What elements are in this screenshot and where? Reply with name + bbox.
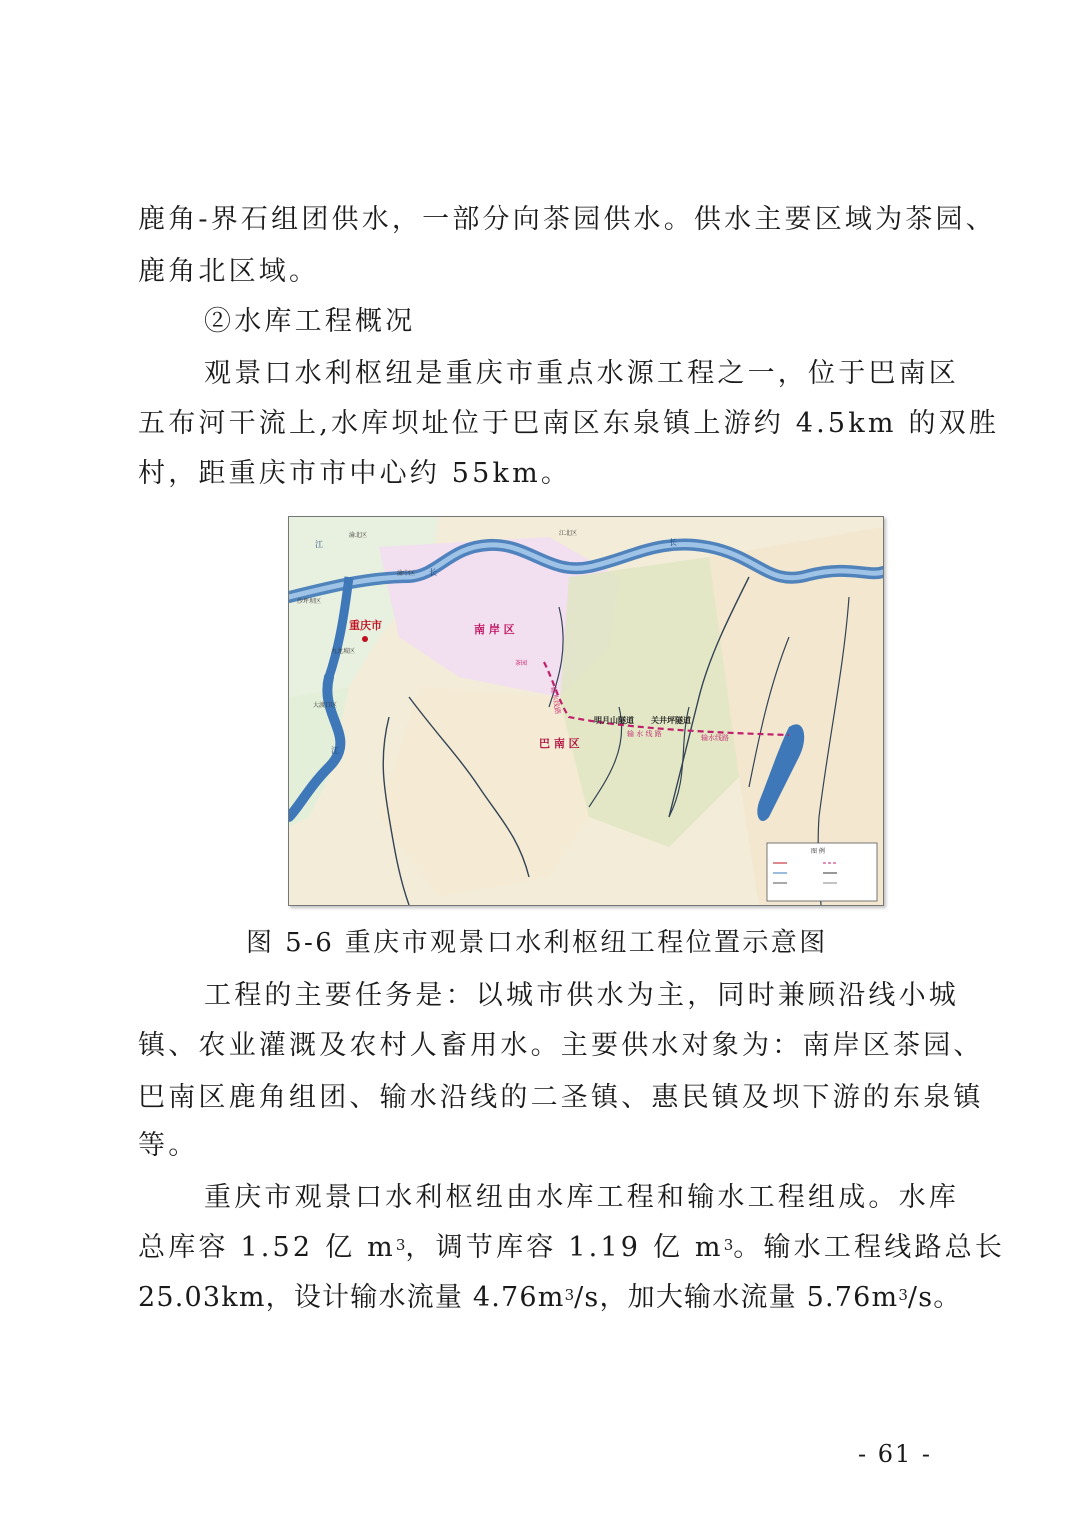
text-segment: /s，加大输水流量 5.76m bbox=[574, 1282, 899, 1313]
location-map bbox=[288, 516, 884, 906]
text-line: 镇、农业灌溉及农村人畜用水。主要供水对象为：南岸区茶园、 bbox=[138, 1030, 984, 1061]
map-legend-title: 图 例 bbox=[811, 848, 825, 855]
map-river-char: 长 bbox=[429, 568, 437, 577]
map-label-chayuan: 茶园 bbox=[515, 660, 528, 667]
map-river-char: 长 bbox=[669, 538, 677, 547]
map-river-char: 江 bbox=[331, 746, 339, 755]
text-segment: ，调节库容 1.19 亿 m bbox=[405, 1232, 724, 1263]
map-river-char: 江 bbox=[315, 540, 323, 549]
page-number: - 61 - bbox=[858, 1440, 933, 1468]
text-line: 等。 bbox=[138, 1130, 199, 1161]
superscript: 3 bbox=[395, 1236, 406, 1254]
map-label-line3: 输水线路 bbox=[549, 685, 562, 715]
map-label-tunnel1: 明月山隧道 bbox=[594, 716, 634, 725]
text-line bbox=[138, 1230, 1005, 1266]
map-svg bbox=[289, 517, 883, 905]
map-label-yubei: 渝北区 bbox=[349, 532, 368, 539]
text-line: 重庆市观景口水利枢纽由水库工程和输水工程组成。水库 bbox=[204, 1182, 959, 1213]
text-line: 村，距重庆市市中心约 55km。 bbox=[138, 458, 572, 489]
figure-caption: 图 5-6 重庆市观景口水利枢纽工程位置示意图 bbox=[246, 928, 828, 958]
text-segment: 总库容 1.52 亿 m bbox=[138, 1232, 396, 1263]
text-line: 工程的主要任务是：以城市供水为主，同时兼顾沿线小城 bbox=[204, 980, 959, 1011]
map-label-jiangbei: 江北区 bbox=[559, 530, 578, 537]
map-label-dadukou: 大渡口区 bbox=[313, 702, 338, 709]
text-segment: 。输水工程线路总长 bbox=[733, 1232, 1006, 1263]
text-segment: /s。 bbox=[907, 1282, 962, 1313]
map-label-nanan: 南 岸 区 bbox=[474, 623, 515, 636]
text-line: 鹿角北区域。 bbox=[138, 256, 320, 287]
superscript: 3 bbox=[898, 1286, 908, 1304]
text-segment: 25.03km，设计输水流量 4.76m bbox=[138, 1282, 565, 1313]
map-label-banan: 巴 南 区 bbox=[539, 737, 580, 750]
text-line bbox=[138, 1280, 961, 1316]
superscript: 3 bbox=[564, 1286, 575, 1304]
map-label-jiulongpo: 九龙坡区 bbox=[331, 648, 356, 655]
map-label-line2: 输水线路 bbox=[701, 734, 729, 742]
section-heading: ②水库工程概况 bbox=[204, 306, 416, 337]
map-label-shapingba: 沙坪坝区 bbox=[297, 598, 322, 605]
text-line: 巴南区鹿角组团、输水沿线的二圣镇、惠民镇及坝下游的东泉镇 bbox=[138, 1082, 984, 1113]
text-line: 五布河干流上,水库坝址位于巴南区东泉镇上游约 4.5km 的双胜 bbox=[138, 408, 1000, 439]
map-label-tunnel2: 关井坪隧道 bbox=[651, 716, 691, 725]
map-label-yuzhong: 渝中区 bbox=[397, 570, 416, 577]
superscript: 3 bbox=[723, 1236, 734, 1254]
map-label-city: 重庆市 bbox=[349, 619, 382, 632]
map-label-line1: 输 水 线 路 bbox=[627, 730, 662, 738]
text-line: 观景口水利枢纽是重庆市重点水源工程之一，位于巴南区 bbox=[204, 358, 959, 389]
text-line: 鹿角-界石组团供水，一部分向茶园供水。供水主要区域为茶园、 bbox=[138, 204, 996, 235]
